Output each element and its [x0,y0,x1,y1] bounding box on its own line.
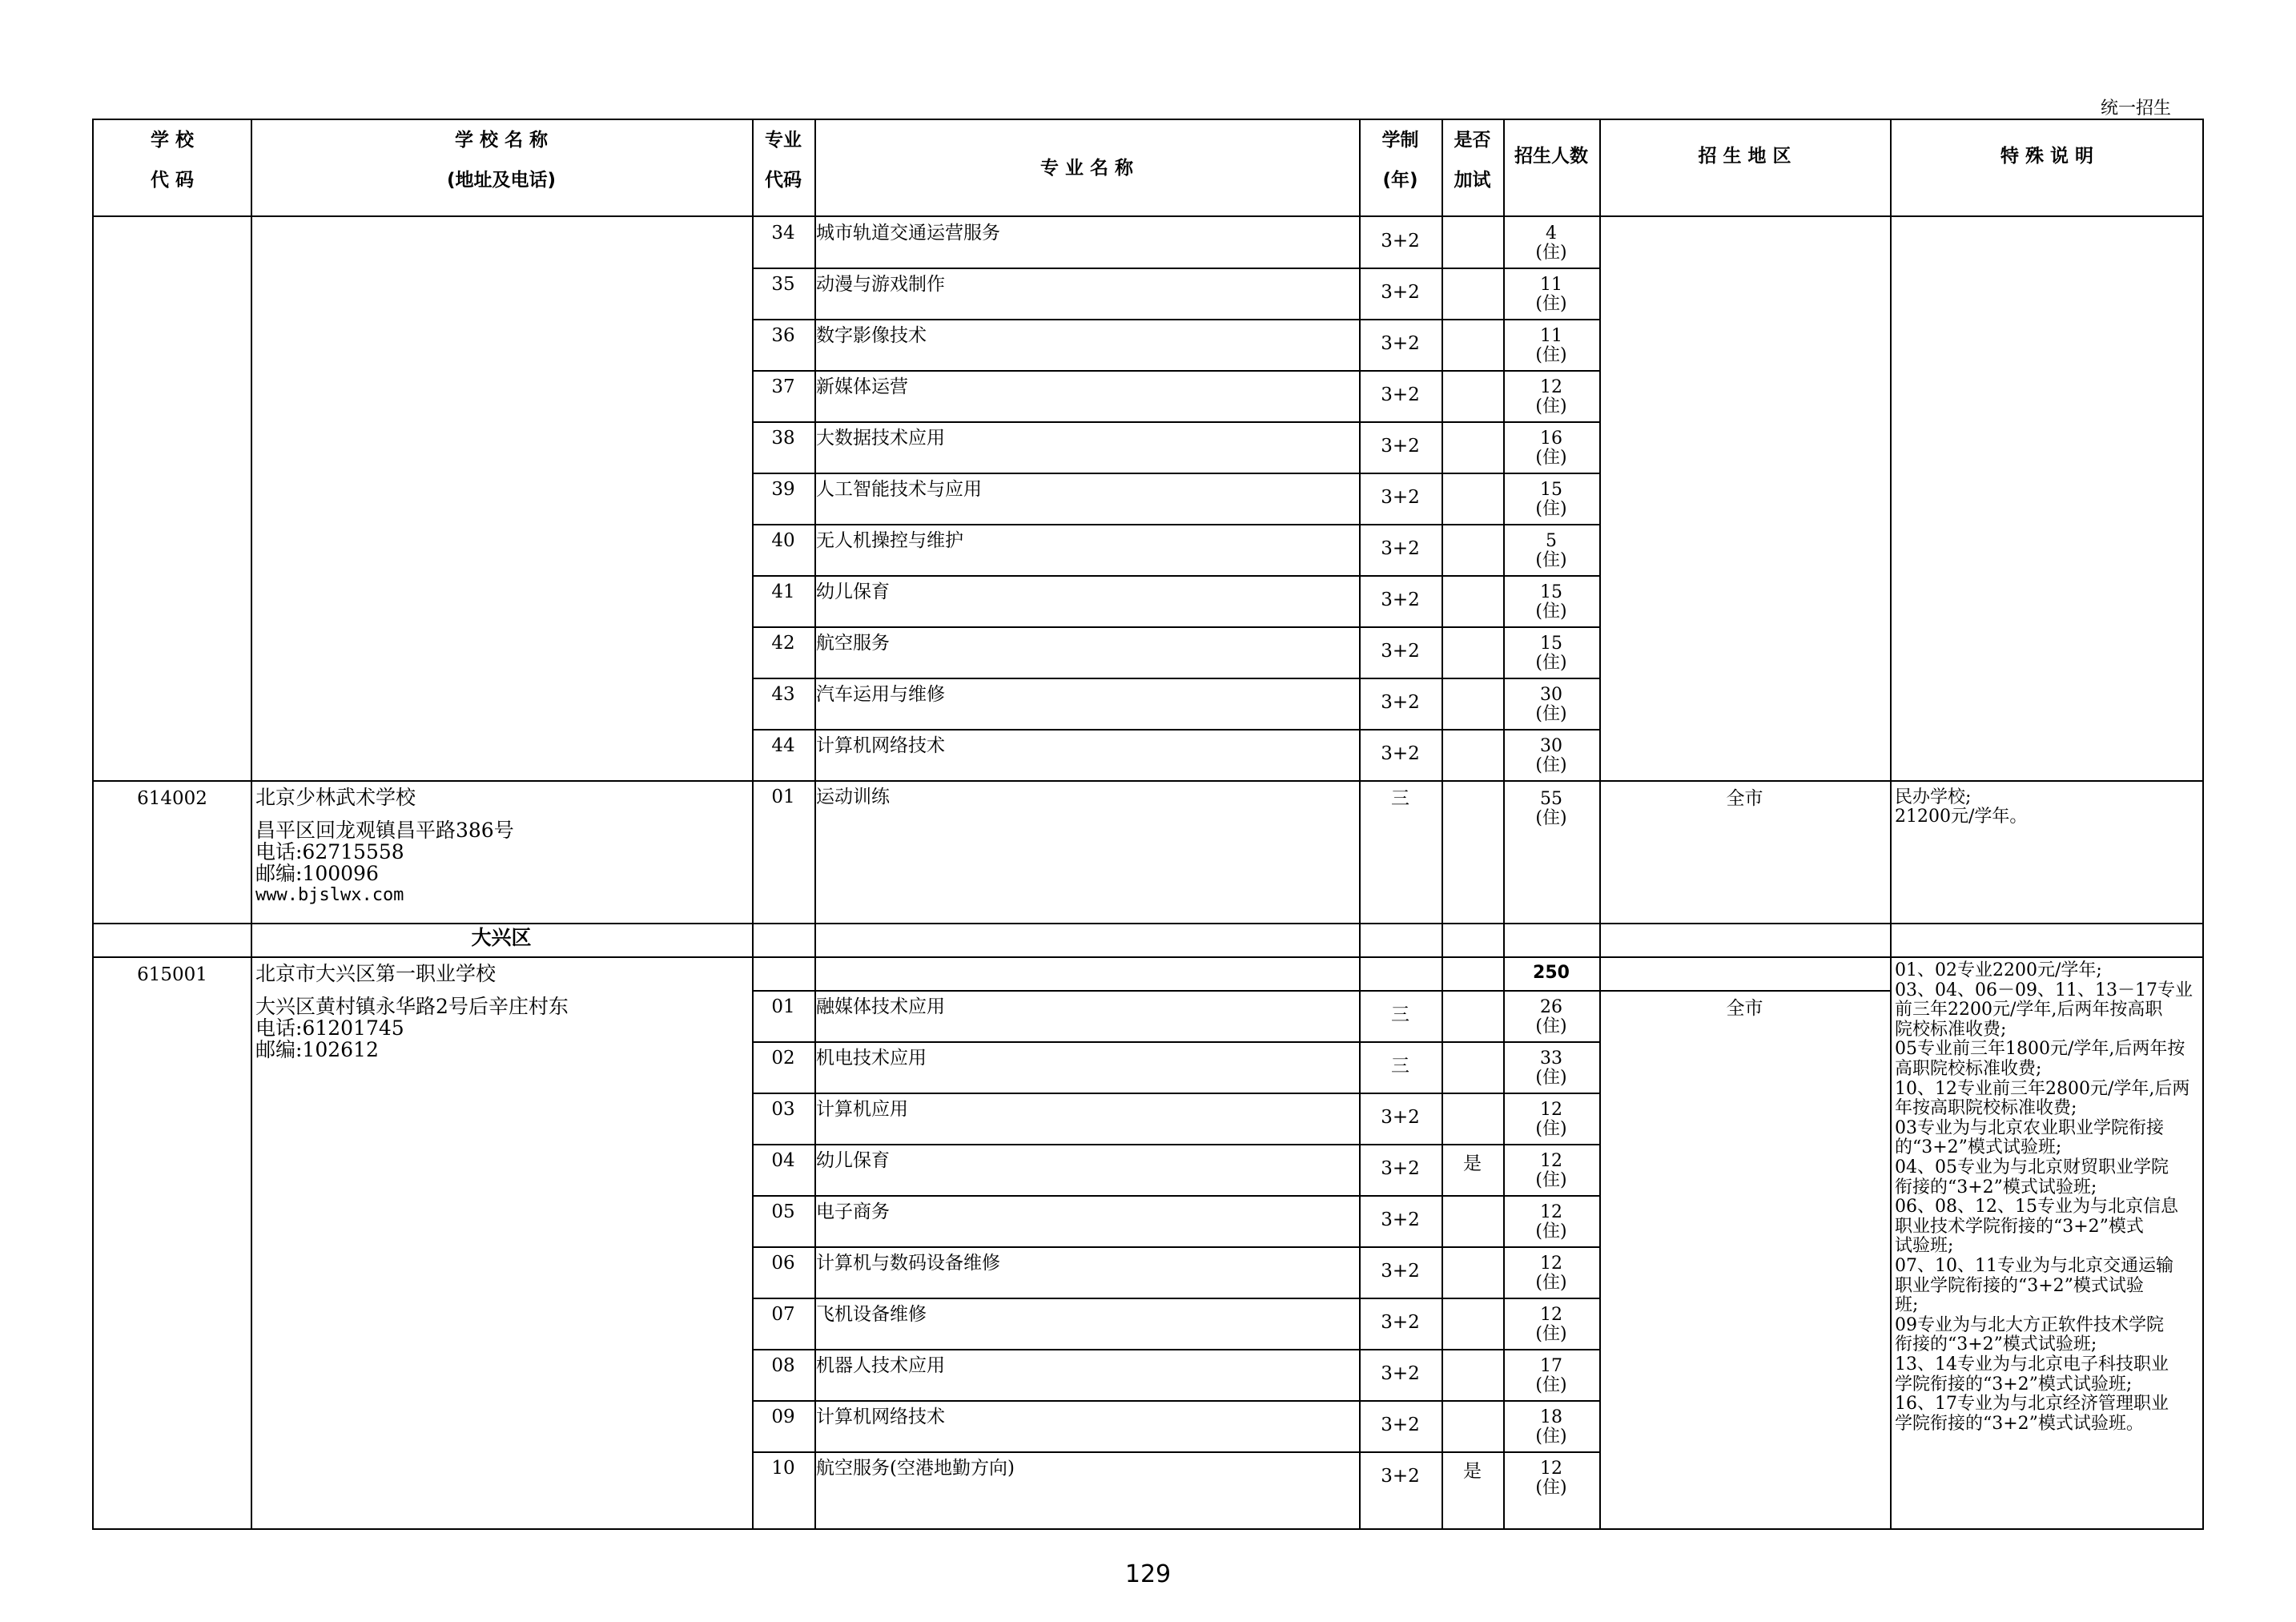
school-615001-row-major-code: 05 [771,1201,795,1222]
row-divider [752,1349,1599,1350]
school-614002-duration: 三 [1391,788,1409,809]
block1-row-extra-test [1442,482,1503,506]
school-615001-note-line: 试验班; [1895,1236,1954,1257]
block1-row-extra-test [1442,431,1503,455]
school-615001-note-line: 16、17专业为与北京经济管理职业 [1895,1394,2169,1415]
block1-row-major-name: 人工智能技术与应用 [816,479,982,500]
school-615001-note-line: 职业技术学院衔接的“3+2”模式 [1895,1216,2144,1237]
school-615001-row-quota-note: (住) [1535,1222,1567,1242]
row-divider [752,1093,1599,1094]
block1-row-quota-note: (住) [1535,243,1567,263]
block1-row-major-name: 数字影像技术 [816,325,927,346]
school-code: 614002 [137,788,207,809]
school-615001-note-line: 10、12专业前三年2800元/学年,后两 [1895,1078,2190,1099]
school-615001-row-quota: 17 [1540,1356,1562,1376]
school-615001-row-duration: 3+2 [1381,1466,1420,1487]
school-615001-row-major-code: 07 [771,1304,795,1325]
row-divider [752,1195,1599,1197]
school-615001-row-major-name: 融媒体技术应用 [816,996,945,1017]
school-615001-row-duration: 3+2 [1381,1363,1420,1384]
school-615001-row-quota: 18 [1540,1407,1562,1427]
school-615001-note-line: 09专业为与北大方正软件技术学院 [1895,1314,2164,1335]
school-name: 北京市大兴区第一职业学校 [255,962,497,985]
school-phone: 电话:61201745 [255,1016,404,1040]
block1-row-quota-note: (住) [1535,653,1567,673]
school-615001-row-duration: 3+2 [1381,1312,1420,1333]
school-615001-row-extra-test [1442,1307,1503,1331]
col-sep-8 [1890,120,1892,1528]
school-website: www.bjslwx.com [255,885,404,905]
block1-row-quota: 11 [1540,326,1562,346]
block1-row-duration: 3+2 [1381,282,1420,303]
row-divider [752,1298,1599,1299]
block1-row-duration: 3+2 [1381,436,1420,457]
block1-row-major-code: 35 [771,274,795,295]
school-615001-row-quota: 12 [1540,1151,1562,1171]
block1-row-extra-test [1442,687,1503,711]
school-phone: 电话:62715558 [255,840,404,863]
school-615001-note-line: 衔接的“3+2”模式试验班; [1895,1334,2097,1355]
header-school-code: 学 校 代 码 [150,130,194,191]
school-615001-row-duration: 3+2 [1381,1209,1420,1230]
header-extra-test: 是否 加试 [1454,130,1491,191]
school-615001-note-line: 学院衔接的“3+2”模式试验班; [1895,1374,2133,1395]
row-divider [752,678,1599,679]
school-615001-row-quota: 12 [1540,1202,1562,1222]
block1-row-duration: 3+2 [1381,487,1420,508]
block1-row-major-name: 城市轨道交通运营服务 [816,223,1000,244]
school-615001-row-extra-test [1442,1051,1503,1075]
block1-row-extra-test [1442,328,1503,352]
school-615001-row-quota: 33 [1540,1048,1562,1069]
school-615001-note-line: 06、08、12、15专业为与北京信息 [1895,1197,2178,1218]
school-615001-note-line: 13、14专业为与北京电子科技职业 [1895,1354,2169,1374]
block1-row-duration: 3+2 [1381,231,1420,252]
block1-row-major-code: 37 [771,376,795,397]
block1-row-quota-note: (住) [1535,396,1567,417]
school-615001-row-duration: 3+2 [1381,1107,1420,1128]
school-615001-note-line: 05专业前三年1800元/学年,后两年按 [1895,1039,2185,1060]
school-615001-row-major-code: 10 [771,1458,795,1479]
school-615001-row-extra-test: 是 [1463,1153,1482,1174]
school-615001-row-quota: 26 [1540,997,1562,1017]
block-divider [94,923,2204,924]
school-615001-row-major-name: 航空服务(空港地勤方向) [816,1458,1015,1479]
block1-row-extra-test [1442,739,1503,763]
block1-row-quota-note: (住) [1535,550,1567,570]
block1-row-major-code: 34 [771,223,795,244]
block1-row-quota-note: (住) [1535,345,1567,365]
block-divider [94,956,2204,958]
block1-row-quota: 5 [1546,531,1557,551]
block1-row-quota-note: (住) [1535,499,1567,519]
block1-row-quota-note: (住) [1535,602,1567,622]
school-615001-row-duration: 3+2 [1381,1415,1420,1435]
block1-row-duration: 3+2 [1381,333,1420,354]
school-address: 大兴区黄村镇永华路2号后辛庄村东 [255,995,569,1018]
school-615001-note-line: 03专业为与北京农业职业学院衔接 [1895,1117,2164,1138]
school-615001-note-line: 前三年2200元/学年,后两年按高职 [1895,1000,2163,1020]
col-sep-7 [1599,120,1601,1528]
school-615001-row-major-name: 机电技术应用 [816,1048,927,1069]
block1-row-quota: 30 [1540,736,1562,756]
block1-row-duration: 3+2 [1381,743,1420,764]
school-615001-row-major-code: 09 [771,1407,795,1427]
block1-row-quota-note: (住) [1535,704,1567,724]
school-615001-row-quota-note: (住) [1535,1324,1567,1344]
school-615001-row-major-name: 电子商务 [816,1201,890,1222]
block1-row-major-name: 动漫与游戏制作 [816,274,945,295]
school-615001-row-major-name: 计算机与数码设备维修 [816,1253,1000,1274]
school-615001-row-quota: 12 [1540,1459,1562,1479]
school-615001-row-quota-note: (住) [1535,1427,1567,1447]
block1-row-major-code: 38 [771,428,795,449]
school-615001-row-duration: 三 [1391,1004,1409,1025]
page-number: 129 [1124,1560,1172,1588]
school-address: 昌平区回龙观镇昌平路386号 [255,819,514,842]
row-divider [752,370,1599,372]
block1-row-major-name: 无人机操控与维护 [816,530,963,551]
school-info [255,787,744,921]
block1-row-quota: 15 [1540,480,1562,500]
school-postcode: 邮编:102612 [255,1038,379,1061]
school-615001-row-major-name: 计算机应用 [816,1099,908,1120]
block1-row-extra-test [1442,277,1503,301]
school-615001-note-line: 的“3+2”模式试验班; [1895,1137,2062,1158]
school-614002-major-code: 01 [771,787,795,807]
school-615001-row-quota: 12 [1540,1100,1562,1120]
block1-row-duration: 3+2 [1381,538,1420,559]
block-divider [94,780,2204,782]
school-name: 北京少林武术学校 [255,786,416,809]
school-615001-note-line: 07、10、11专业为与北京交通运输 [1895,1256,2173,1276]
block1-row-quota-note: (住) [1535,755,1567,775]
block1-row-major-name: 新媒体运营 [816,376,908,397]
block1-row-major-code: 43 [771,684,795,705]
header-major-name: 专 业 名 称 [1039,158,1134,179]
header-border [94,215,2202,217]
col-sep-1 [251,120,252,1528]
school-615001-row-major-name: 幼儿保育 [816,1150,890,1171]
school-615001-row-major-code: 04 [771,1150,795,1171]
block1-row-extra-test [1442,533,1503,557]
row-divider [752,1041,1599,1043]
school-615001-row-quota-note: (住) [1535,1068,1567,1088]
block1-row-quota: 15 [1540,634,1562,654]
school-615001-row-extra-test [1442,1102,1503,1126]
header-notes: 特 殊 说 明 [2000,146,2094,167]
block1-row-quota: 15 [1540,582,1562,602]
school-614002-note-2: 21200元/学年。 [1895,807,2028,827]
school-615001-note-line: 04、05专业为与北京财贸职业学院 [1895,1157,2169,1177]
block1-row-quota: 30 [1540,685,1562,705]
school-615001-row-extra-test [1442,1358,1503,1383]
school-614002-quota: 55 [1540,789,1562,809]
district-label: 大兴区 [471,926,532,949]
page-label: 统一招生 [2100,99,2171,119]
school-615001-note-line: 职业学院衔接的“3+2”模式试验 [1895,1275,2144,1296]
school-615001-row-duration: 三 [1391,1056,1409,1077]
block1-row-quota-note: (住) [1535,294,1567,314]
row-divider [752,1451,1599,1453]
school-615001-note-line: 院校标准收费; [1895,1019,2007,1040]
school-615001-row-extra-test [1442,1000,1503,1024]
block1-row-duration: 3+2 [1381,590,1420,610]
school-615001-row-quota-note: (住) [1535,1016,1567,1036]
school-615001-row-major-name: 飞机设备维修 [816,1304,927,1325]
school-615001-row-quota-note: (住) [1535,1273,1567,1293]
block1-row-duration: 3+2 [1381,641,1420,662]
block1-row-major-name: 幼儿保育 [816,582,890,602]
header-school-name: 学 校 名 称 (地址及电话) [446,130,557,191]
block1-row-duration: 3+2 [1381,384,1420,405]
row-divider [752,626,1599,628]
block1-row-duration: 3+2 [1381,692,1420,713]
school-614002-quota-note: (住) [1535,808,1567,828]
school-615001-row-quota-note: (住) [1535,1478,1567,1498]
school-615001-note-line: 学院衔接的“3+2”模式试验班。 [1895,1413,2144,1434]
row-divider [752,268,1599,269]
header-duration: 学制 (年) [1381,130,1419,191]
school-615001-note-line: 高职院校标准收费; [1895,1059,2042,1079]
block1-row-extra-test [1442,226,1503,250]
block1-row-major-code: 39 [771,479,795,500]
block1-row-major-name: 大数据技术应用 [816,428,945,449]
row-divider [752,1144,1599,1145]
school-615001-row-quota-note: (住) [1535,1170,1567,1190]
block1-row-extra-test [1442,636,1503,660]
row-divider [752,1246,1599,1248]
school-615001-row-duration: 3+2 [1381,1158,1420,1179]
school-615001-row-quota: 12 [1540,1254,1562,1274]
block1-row-major-code: 36 [771,325,795,346]
school-615001-note-line: 衔接的“3+2”模式试验班; [1895,1177,2097,1197]
school-615001-row-quota: 12 [1540,1305,1562,1325]
school-code: 615001 [137,964,207,985]
school-615001-note-line: 01、02专业2200元/学年; [1895,960,2102,980]
school-615001-row-duration: 3+2 [1381,1261,1420,1282]
school-615001-total: 250 [1533,963,1570,983]
block1-row-quota: 12 [1540,377,1562,397]
row-divider [752,729,1599,731]
school-614002-note-1: 民办学校; [1895,787,1972,807]
school-615001-row-major-code: 02 [771,1048,795,1069]
school-615001-row-extra-test [1442,1256,1503,1280]
school-614002-region: 全市 [1726,788,1763,809]
school-615001-row-quota-note: (住) [1535,1375,1567,1395]
school-615001-row-major-code: 01 [771,996,795,1017]
block1-row-quota: 4 [1546,223,1557,244]
block1-row-quota: 16 [1540,429,1562,449]
row-divider [752,421,1599,423]
block1-row-quota: 11 [1540,275,1562,295]
school-615001-note-line: 班; [1895,1295,1919,1316]
school-615001-row-major-name: 机器人技术应用 [816,1355,945,1376]
school-615001-row-extra-test: 是 [1463,1461,1482,1482]
school-615001-note-line: 年按高职院校标准收费; [1895,1098,2077,1119]
row-divider [752,473,1599,474]
row-divider [752,990,1890,992]
enrollment-table [92,119,2204,1530]
school-postcode: 邮编:100096 [255,862,379,885]
header-region: 招 生 地 区 [1698,146,1791,167]
school-615001-note-line: 03、04、06－09、11、13－17专业 [1895,980,2193,1000]
school-615001-region: 全市 [1726,998,1763,1019]
block1-row-major-code: 44 [771,735,795,756]
school-615001-row-extra-test [1442,1410,1503,1434]
school-615001-row-major-name: 计算机网络技术 [816,1407,945,1427]
school-615001-row-major-code: 06 [771,1253,795,1274]
block1-row-major-code: 41 [771,582,795,602]
header-major-code: 专业 代码 [765,130,802,191]
school-615001-row-extra-test [1442,1205,1503,1229]
school-614002-major-name: 运动训练 [816,787,890,807]
block1-row-extra-test [1442,380,1503,404]
block1-row-extra-test [1442,585,1503,609]
block1-row-major-name: 航空服务 [816,633,890,654]
header-quota: 招生人数 [1514,146,1588,167]
block1-row-major-name: 计算机网络技术 [816,735,945,756]
block1-row-major-code: 42 [771,633,795,654]
block1-row-quota-note: (住) [1535,448,1567,468]
school-info [255,963,744,1107]
block1-row-major-code: 40 [771,530,795,551]
block1-row-major-name: 汽车运用与维修 [816,684,945,705]
school-615001-row-quota-note: (住) [1535,1119,1567,1139]
row-divider [752,1400,1599,1402]
school-615001-row-major-code: 03 [771,1099,795,1120]
row-divider [752,575,1599,577]
row-divider [752,319,1599,320]
row-divider [752,524,1599,525]
school-615001-row-major-code: 08 [771,1355,795,1376]
